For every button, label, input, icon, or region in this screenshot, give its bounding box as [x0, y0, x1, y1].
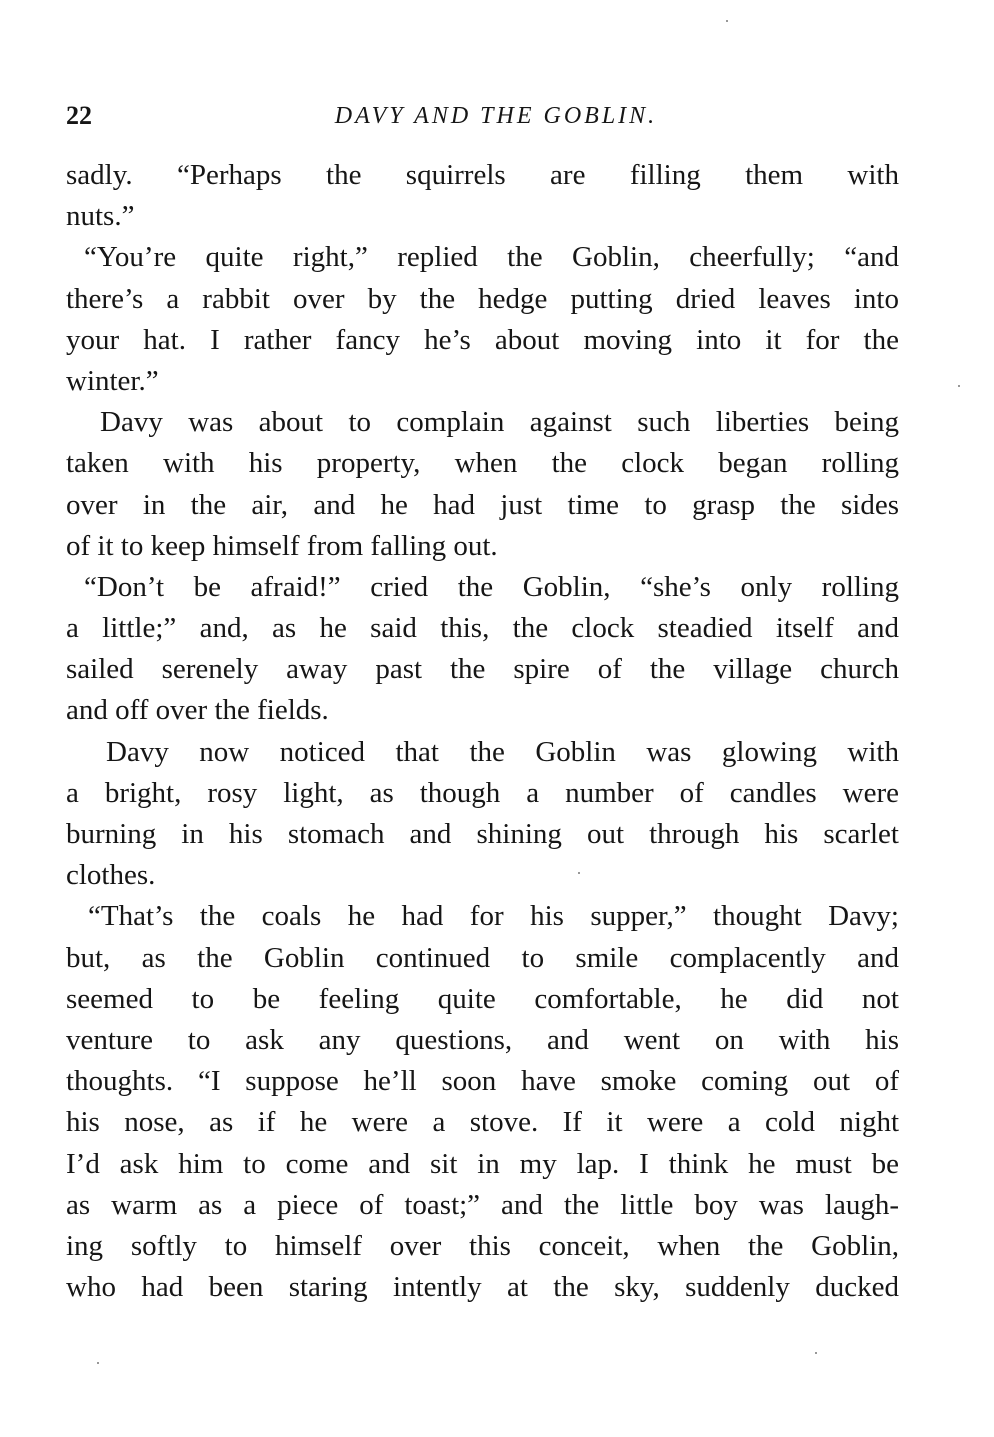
paper-speck	[578, 872, 580, 874]
page-header	[66, 96, 899, 136]
text-line: his nose, as if he were a stove. If it were a cold night	[66, 1106, 899, 1139]
text-line: taken with his property, when the clock began rolling	[66, 447, 899, 480]
text-line: of it to keep himself from falling out.	[66, 529, 498, 562]
text-line: as warm as a piece of toast;” and the little boy was laugh-	[66, 1188, 899, 1221]
text-line: sadly. “Perhaps the squirrels are filling them with	[66, 159, 899, 191]
text-line: “You’re quite right,” replied the Goblin, cheerfully; “and	[84, 241, 899, 274]
text-line: venture to ask any questions, and went on with his	[66, 1023, 899, 1056]
text-line: seemed to be feeling quite comfortable, he did not	[66, 982, 899, 1015]
page-number: 22	[66, 101, 92, 130]
paper-speck	[958, 385, 960, 387]
text-line: a bright, rosy light, as though a number of candles were	[66, 776, 899, 809]
text-line: ing softly to himself over this conceit, when the Goblin,	[66, 1229, 899, 1262]
text-line: there’s a rabbit over by the hedge putting dried leaves into	[66, 282, 899, 315]
text-line: who had been staring intently at the sky, suddenly ducked	[66, 1271, 899, 1304]
text-line: “That’s the coals he had for his supper,” thought Davy;	[88, 900, 899, 933]
paper-speck	[97, 1362, 99, 1364]
text-line: thoughts. “I suppose he’ll soon have smoke coming out of	[66, 1065, 899, 1098]
text-line: sailed serenely away past the spire of the village church	[66, 653, 899, 686]
text-line: your hat. I rather fancy he’s about moving into it for the	[66, 323, 899, 356]
text-line: but, as the Goblin continued to smile complacently and	[66, 941, 899, 974]
text-line: nuts.”	[66, 200, 135, 233]
text-line: burning in his stomach and shining out through his scarlet	[66, 818, 899, 850]
text-line: clothes.	[66, 859, 156, 892]
text-line: I’d ask him to come and sit in my lap. I think he must be	[66, 1147, 899, 1180]
text-line: “Don’t be afraid!” cried the Goblin, “she’s only rolling	[84, 570, 899, 603]
paper-speck	[815, 1352, 817, 1354]
text-line: Davy was about to complain against such liberties being	[100, 406, 899, 439]
text-line: winter.”	[66, 364, 159, 397]
running-title: DAVY AND THE GOBLIN.	[334, 103, 658, 129]
body-text	[66, 155, 899, 1308]
paper-speck	[726, 20, 728, 22]
text-line: over in the air, and he had just time to grasp the sides	[66, 488, 899, 521]
text-line: Davy now noticed that the Goblin was glowing with	[106, 735, 899, 768]
text-line: and off over the fields.	[66, 694, 329, 727]
text-line: a little;” and, as he said this, the clock steadied itself and	[66, 612, 899, 645]
